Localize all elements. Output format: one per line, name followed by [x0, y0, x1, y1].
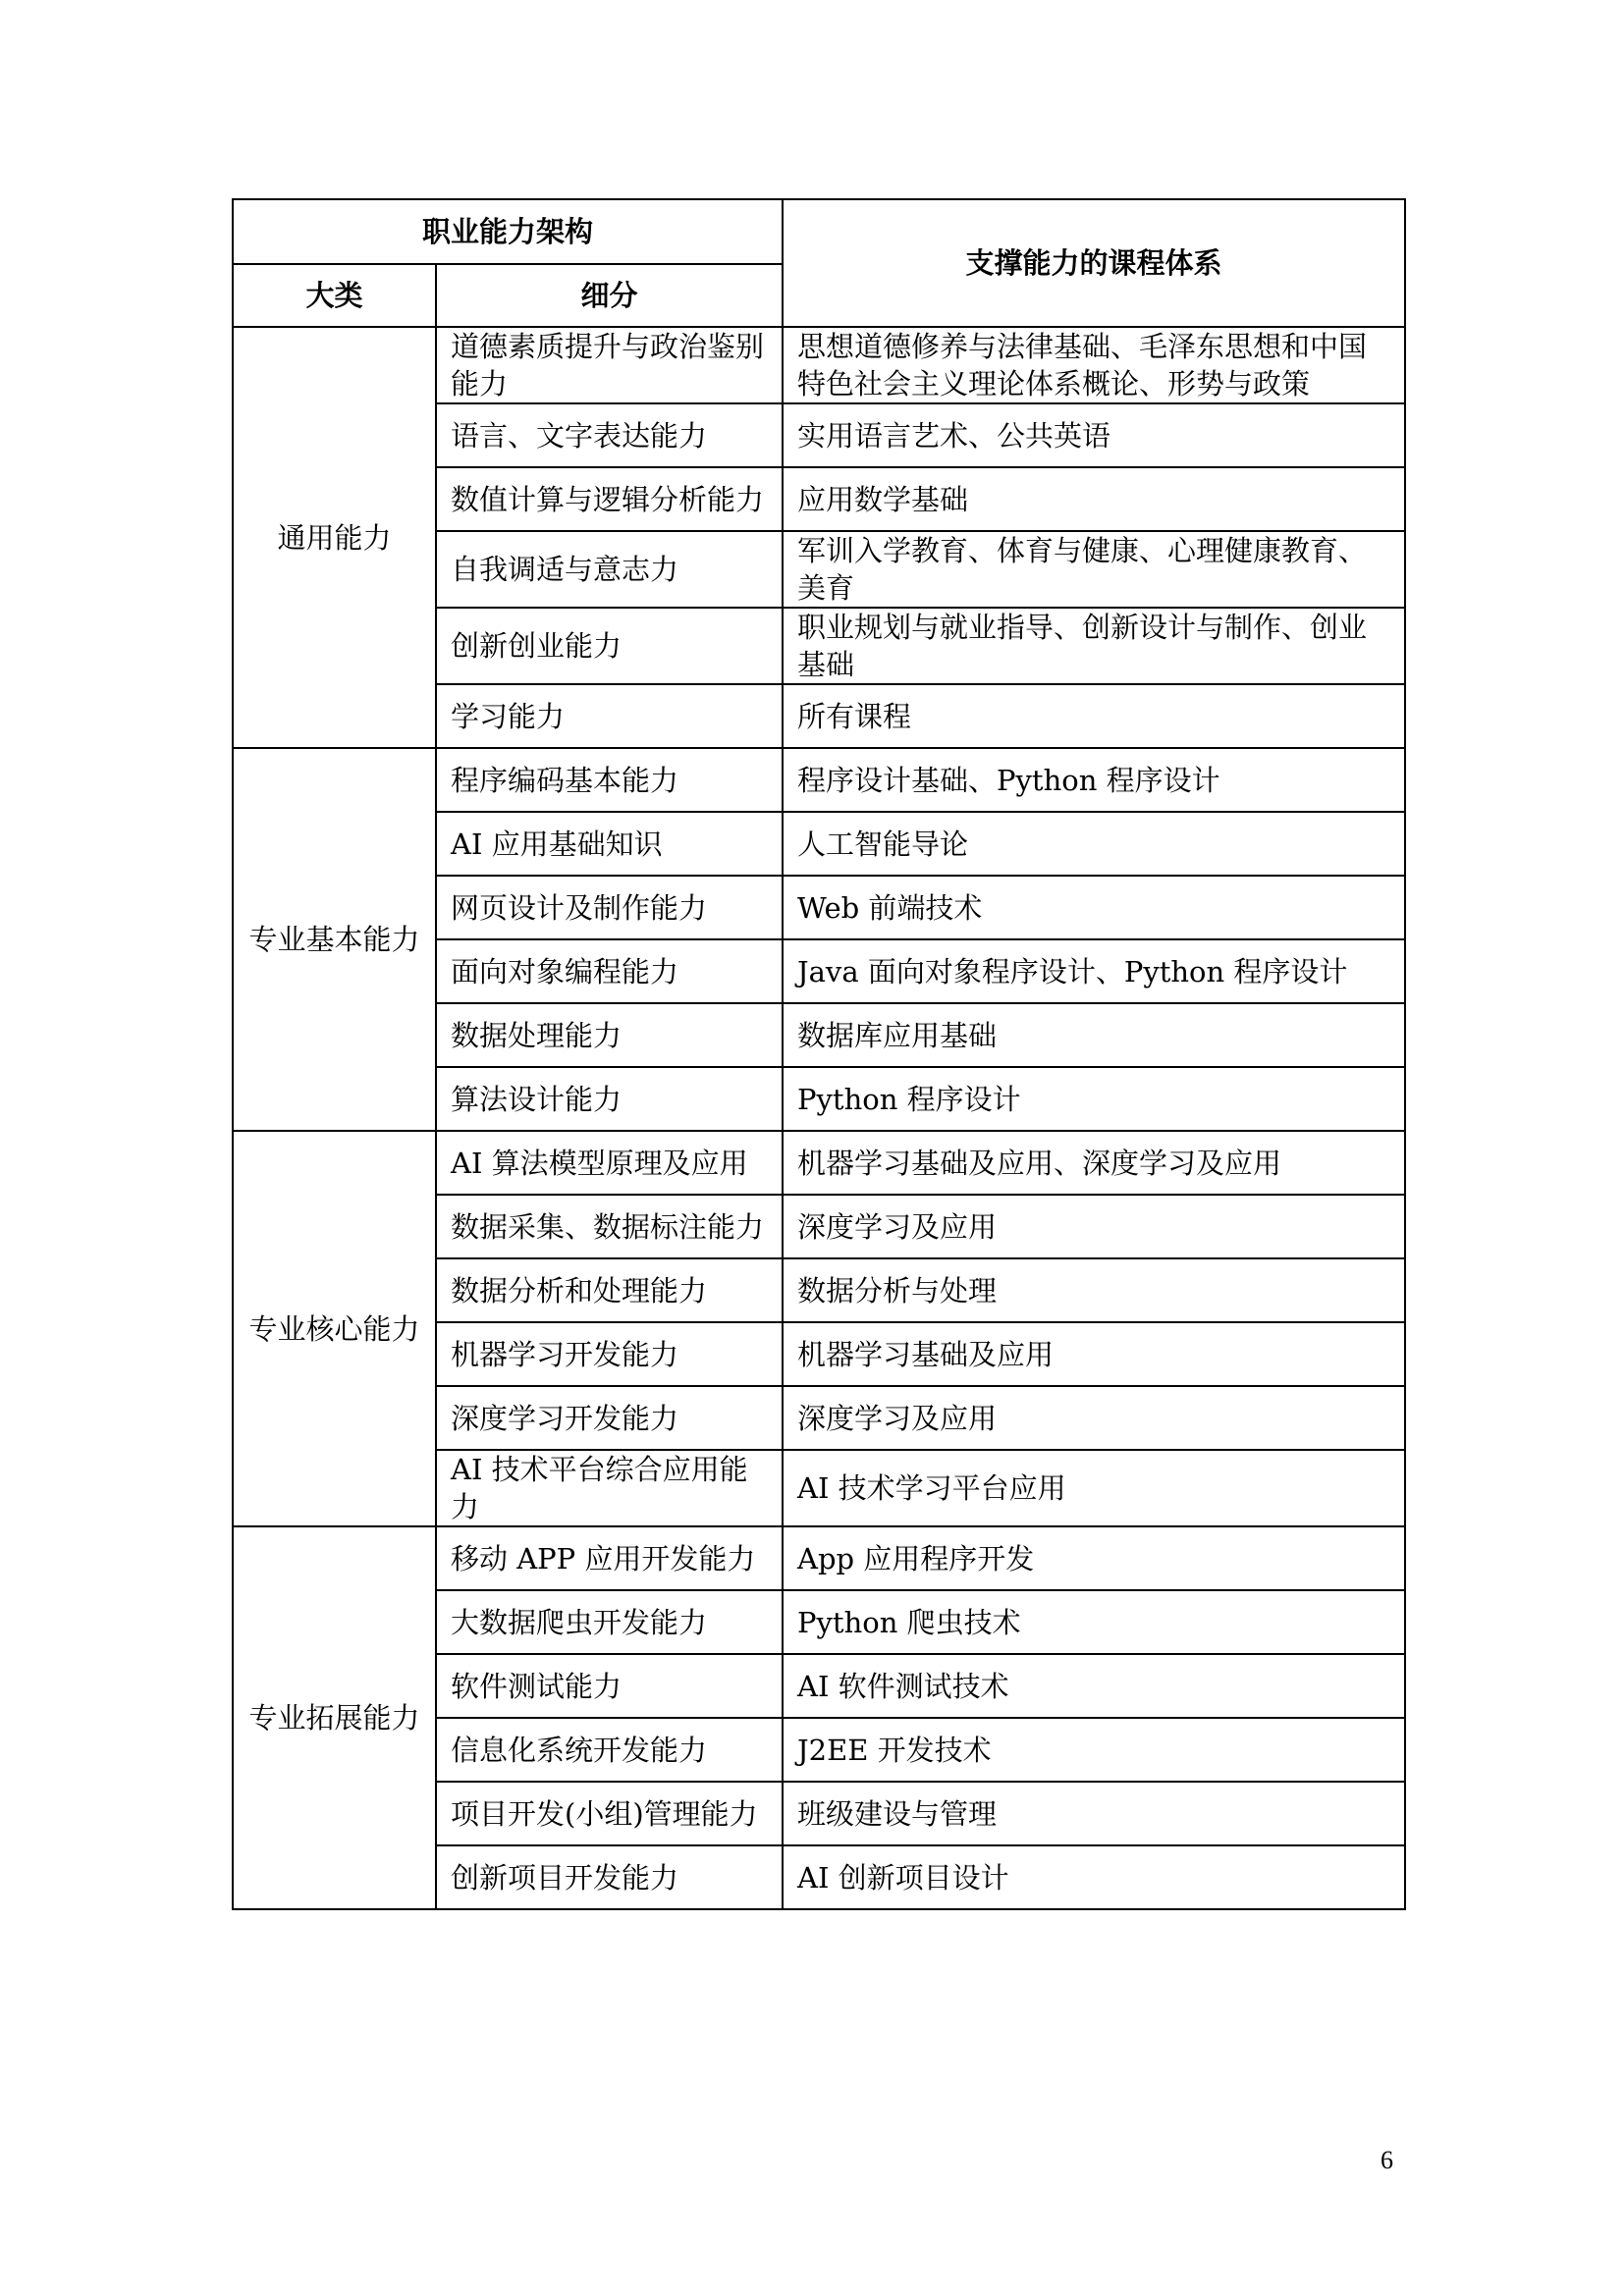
courses-cell: AI 技术学习平台应用: [783, 1450, 1405, 1526]
courses-cell: 思想道德修养与法律基础、毛泽东思想和中国特色社会主义理论体系概论、形势与政策: [783, 327, 1405, 403]
courses-cell: Python 程序设计: [783, 1067, 1405, 1131]
category-cell: 专业拓展能力: [233, 1526, 436, 1909]
courses-cell: 数据库应用基础: [783, 1003, 1405, 1067]
courses-cell: 机器学习基础及应用: [783, 1322, 1405, 1386]
table-row: [233, 327, 1405, 403]
ability-cell: 数据采集、数据标注能力: [436, 1195, 783, 1258]
courses-cell: Java 面向对象程序设计、Python 程序设计: [783, 939, 1405, 1003]
courses-cell: Web 前端技术: [783, 876, 1405, 939]
support-header: 支撑能力的课程体系: [783, 199, 1405, 327]
ability-cell: 程序编码基本能力: [436, 748, 783, 812]
courses-cell: 军训入学教育、体育与健康、心理健康教育、美育: [783, 531, 1405, 608]
ability-cell: 创新创业能力: [436, 608, 783, 684]
ability-cell: 语言、文字表达能力: [436, 403, 783, 467]
ability-course-table: [232, 198, 1406, 1910]
courses-cell: App 应用程序开发: [783, 1526, 1405, 1590]
table-row: [233, 748, 1405, 812]
courses-cell: 机器学习基础及应用、深度学习及应用: [783, 1131, 1405, 1195]
header-row-1: [233, 199, 1405, 264]
subdivision-header: 细分: [436, 264, 783, 327]
category-header: 大类: [233, 264, 436, 327]
ability-cell: 道德素质提升与政治鉴别能力: [436, 327, 783, 403]
page-number: 6: [1380, 2146, 1393, 2174]
table-body: [233, 327, 1405, 1909]
ability-cell: AI 应用基础知识: [436, 812, 783, 876]
courses-cell: 应用数学基础: [783, 467, 1405, 531]
courses-cell: 所有课程: [783, 684, 1405, 748]
courses-cell: 人工智能导论: [783, 812, 1405, 876]
ability-cell: 深度学习开发能力: [436, 1386, 783, 1450]
courses-cell: AI 软件测试技术: [783, 1654, 1405, 1718]
ability-cell: 信息化系统开发能力: [436, 1718, 783, 1782]
ability-cell: 数据分析和处理能力: [436, 1258, 783, 1322]
ability-cell: 软件测试能力: [436, 1654, 783, 1718]
courses-cell: 班级建设与管理: [783, 1782, 1405, 1845]
category-cell: 专业基本能力: [233, 748, 436, 1131]
ability-cell: 创新项目开发能力: [436, 1845, 783, 1909]
courses-cell: 实用语言艺术、公共英语: [783, 403, 1405, 467]
ability-cell: 机器学习开发能力: [436, 1322, 783, 1386]
table-row: [233, 1131, 1405, 1195]
ability-cell: 数据处理能力: [436, 1003, 783, 1067]
courses-cell: 职业规划与就业指导、创新设计与制作、创业基础: [783, 608, 1405, 684]
ability-cell: 面向对象编程能力: [436, 939, 783, 1003]
framework-header: 职业能力架构: [233, 199, 783, 264]
courses-cell: 深度学习及应用: [783, 1195, 1405, 1258]
ability-cell: AI 算法模型原理及应用: [436, 1131, 783, 1195]
ability-cell: 大数据爬虫开发能力: [436, 1590, 783, 1654]
ability-cell: 项目开发(小组)管理能力: [436, 1782, 783, 1845]
ability-cell: 自我调适与意志力: [436, 531, 783, 608]
ability-cell: 数值计算与逻辑分析能力: [436, 467, 783, 531]
ability-cell: 算法设计能力: [436, 1067, 783, 1131]
table-row: [233, 1526, 1405, 1590]
courses-cell: AI 创新项目设计: [783, 1845, 1405, 1909]
courses-cell: Python 爬虫技术: [783, 1590, 1405, 1654]
ability-cell: 移动 APP 应用开发能力: [436, 1526, 783, 1590]
category-cell: 专业核心能力: [233, 1131, 436, 1526]
ability-cell: 网页设计及制作能力: [436, 876, 783, 939]
courses-cell: 深度学习及应用: [783, 1386, 1405, 1450]
ability-cell: AI 技术平台综合应用能力: [436, 1450, 783, 1526]
courses-cell: 程序设计基础、Python 程序设计: [783, 748, 1405, 812]
category-cell: 通用能力: [233, 327, 436, 748]
courses-cell: 数据分析与处理: [783, 1258, 1405, 1322]
ability-cell: 学习能力: [436, 684, 783, 748]
courses-cell: J2EE 开发技术: [783, 1718, 1405, 1782]
